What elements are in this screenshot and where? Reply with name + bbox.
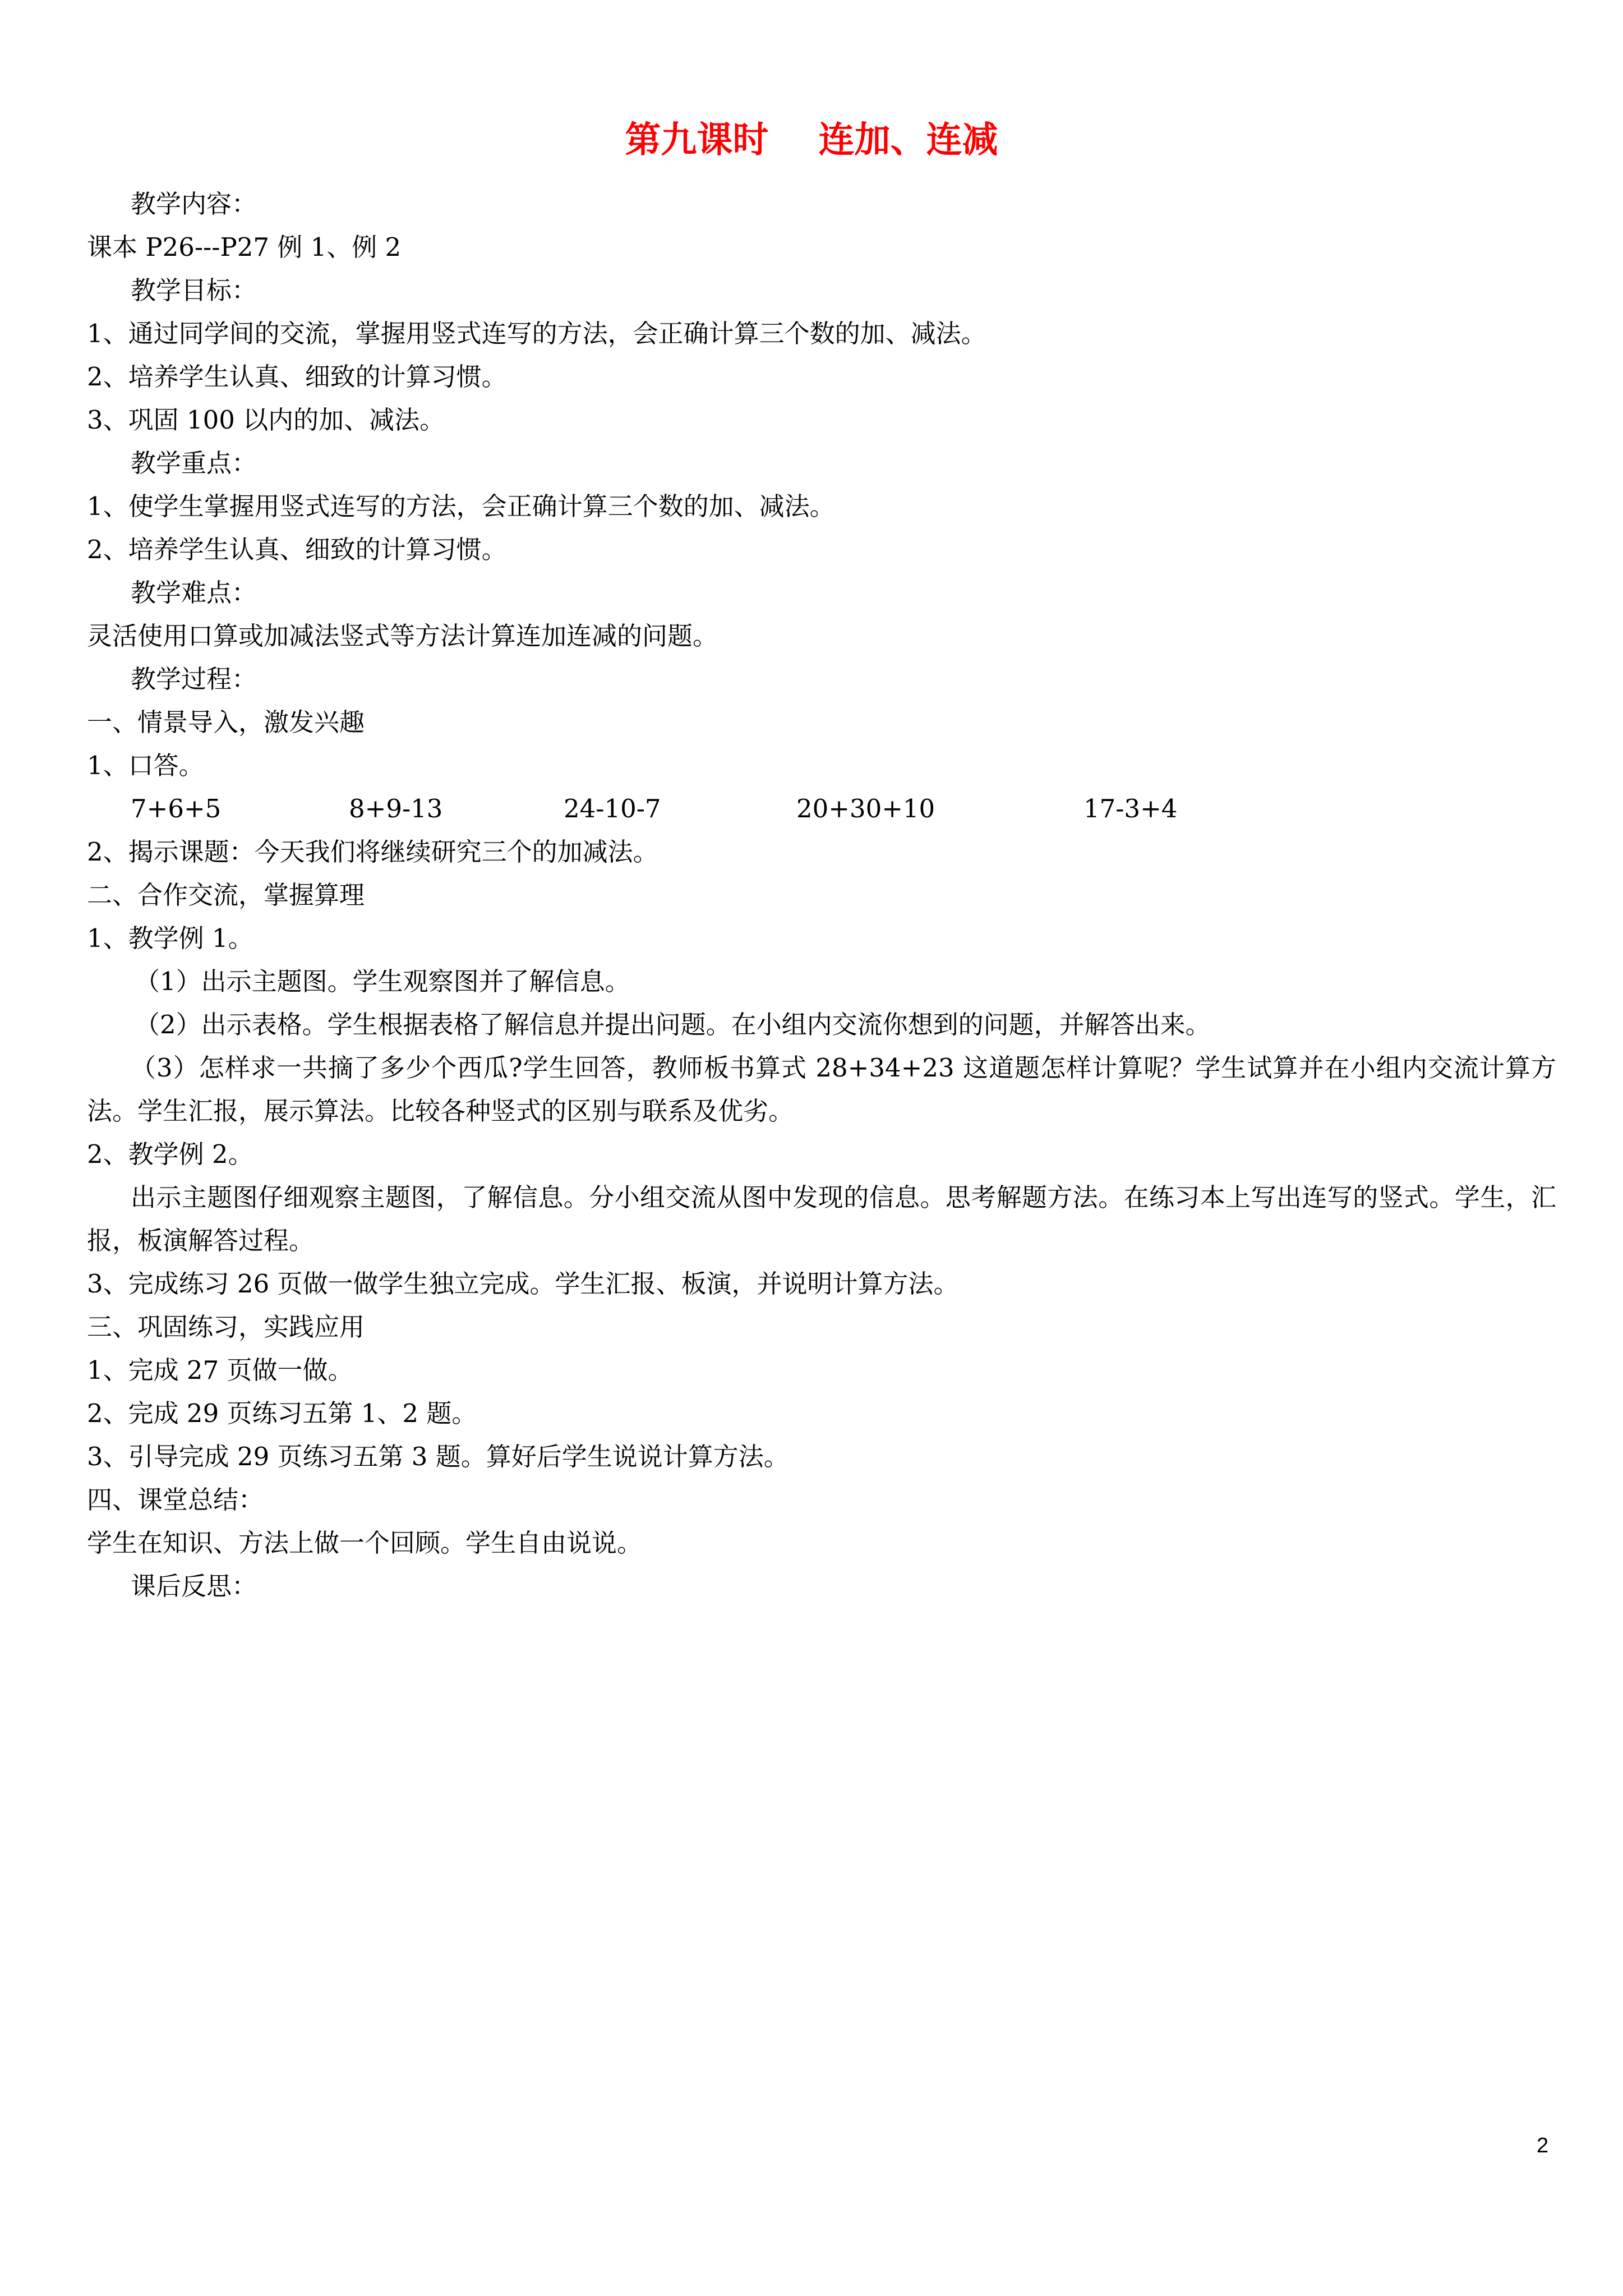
text-line: 三、巩固练习，实践应用 bbox=[87, 1312, 365, 1342]
text-line: 二、合作交流，掌握算理 bbox=[87, 880, 365, 910]
text-line: 灵活使用口算或加减法竖式等方法计算连加连减的问题。 bbox=[87, 621, 718, 651]
page-number: 2 bbox=[1537, 2134, 1549, 2157]
text-line: 3、引导完成 29 页练习五第 3 题。算好后学生说说计算方法。 bbox=[87, 1442, 789, 1471]
text-line: 1、通过同学间的交流，掌握用竖式连写的方法，会正确计算三个数的加、减法。 bbox=[87, 319, 986, 348]
oral-question: 17-3+4 bbox=[1083, 794, 1178, 823]
text-line: 2、培养学生认真、细致的计算习惯。 bbox=[87, 362, 507, 392]
oral-question: 24-10-7 bbox=[564, 794, 661, 823]
text-line: 2、教学例 2。 bbox=[87, 1139, 253, 1169]
text-line: 1、口答。 bbox=[87, 751, 204, 780]
section-heading-content: 教学内容： bbox=[131, 189, 257, 219]
oral-question: 8+9-13 bbox=[349, 794, 443, 823]
text-line: 2、揭示课题：今天我们将继续研究三个的加减法。 bbox=[87, 837, 658, 867]
section-heading-objectives: 教学目标： bbox=[131, 275, 257, 305]
text-line: 学生在知识、方法上做一个回顾。学生自由说说。 bbox=[87, 1528, 643, 1558]
paragraph-example-2: 出示主题图仔细观察主题图，了解信息。分小组交流从图中发现的信息。思考解题方法。在练习本上写出连写的竖式。学生，汇报，板演解答过程。 bbox=[87, 1182, 1556, 1255]
document-body bbox=[87, 182, 1556, 1608]
text-line: 一、情景导入，激发兴趣 bbox=[87, 707, 365, 737]
oral-question: 7+6+5 bbox=[131, 794, 222, 823]
text-line: 1、使学生掌握用竖式连写的方法，会正确计算三个数的加、减法。 bbox=[87, 491, 835, 521]
text-line: 2、完成 29 页练习五第 1、2 题。 bbox=[87, 1398, 477, 1428]
text-line: （1）出示主题图。学生观察图并了解信息。 bbox=[135, 967, 630, 996]
page-title: 第九课时 连加、连减 bbox=[625, 119, 998, 161]
text-line: 3、巩固 100 以内的加、减法。 bbox=[87, 405, 445, 435]
section-heading-reflection: 课后反思： bbox=[131, 1571, 257, 1601]
text-line: 3、完成练习 26 页做一做学生独立完成。学生汇报、板演，并说明计算方法。 bbox=[87, 1269, 959, 1299]
oral-questions-row bbox=[87, 787, 1556, 830]
text-line: （2）出示表格。学生根据表格了解信息并提出问题。在小组内交流你想到的问题，并解答出来。 bbox=[135, 1010, 1211, 1039]
text-line: 1、完成 27 页做一做。 bbox=[87, 1355, 353, 1385]
text-line: 1、教学例 1。 bbox=[87, 923, 253, 953]
text-line: 2、培养学生认真、细致的计算习惯。 bbox=[87, 535, 507, 564]
section-heading-process: 教学过程： bbox=[131, 664, 257, 694]
section-heading-difficulties: 教学难点： bbox=[131, 578, 257, 608]
oral-question: 20+30+10 bbox=[796, 794, 935, 823]
text-line: 课本 P26---P27 例 1、例 2 bbox=[87, 232, 402, 262]
section-heading-key-points: 教学重点： bbox=[131, 448, 257, 478]
paragraph-example-1: （3）怎样求一共摘了多少个西瓜?学生回答，教师板书算式 28+34+23 这道题怎样计算呢？学生试算并在小组内交流计算方法。学生汇报，展示算法。比较各种竖式的区别与联系及优劣。 bbox=[87, 1053, 1556, 1126]
text-line: 四、课堂总结： bbox=[87, 1485, 264, 1515]
